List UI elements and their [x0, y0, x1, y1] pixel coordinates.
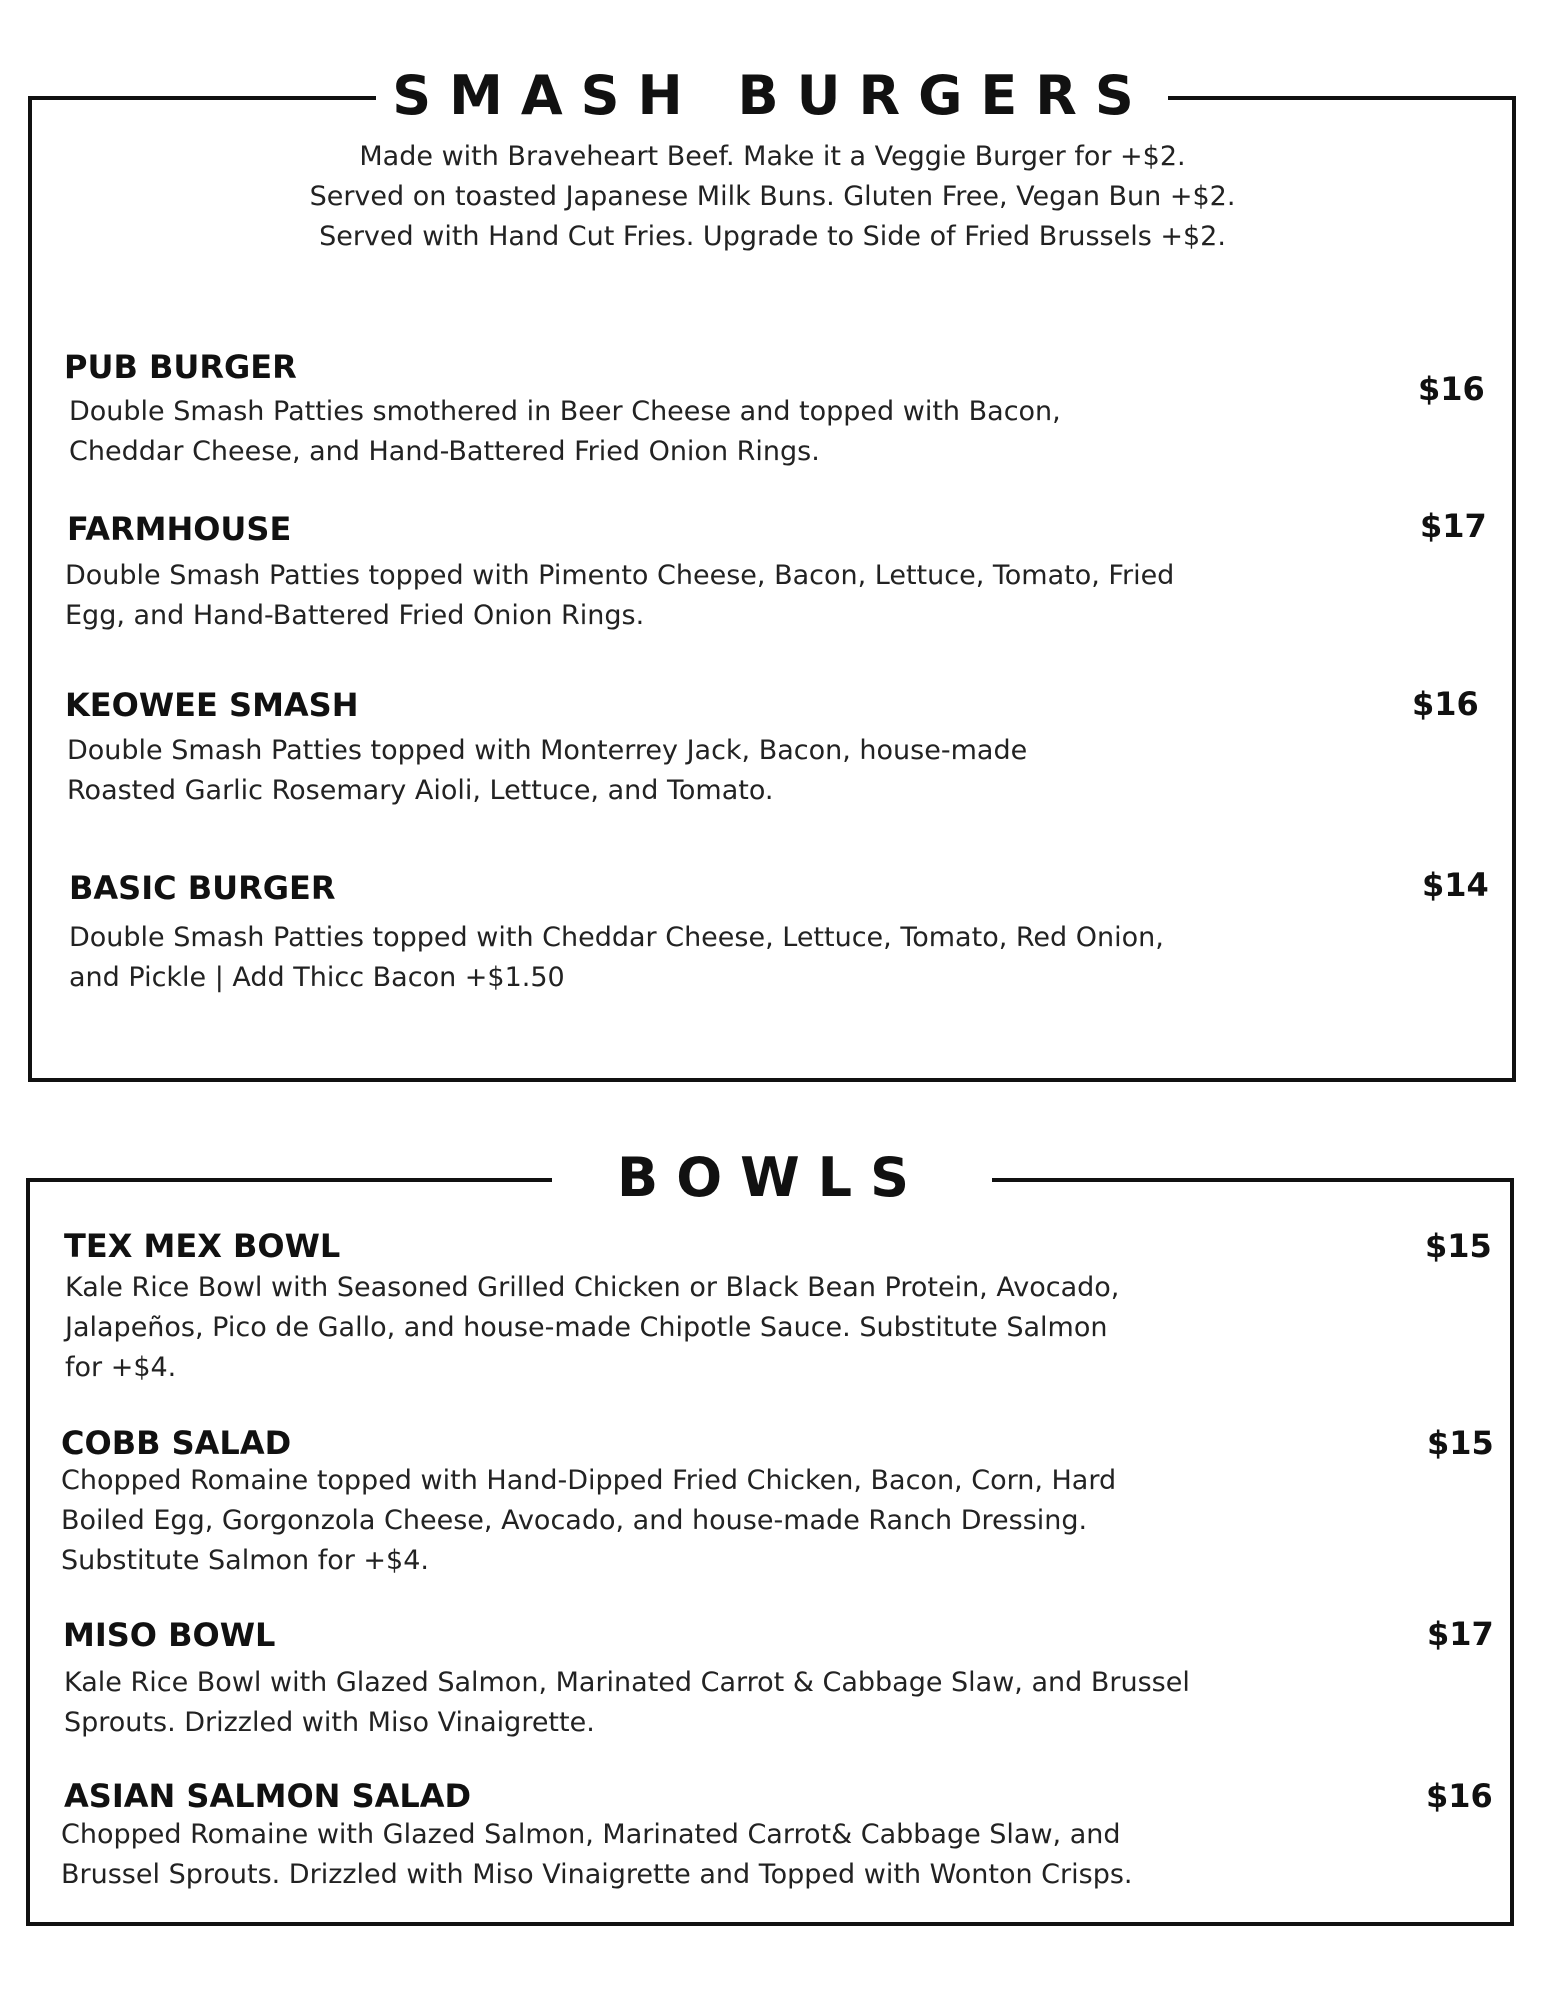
- menu-item-name: BASIC BURGER: [69, 869, 336, 907]
- menu-item-price: $14: [1422, 866, 1489, 904]
- intro-line: Made with Braveheart Beef. Make it a Veggie Burger for +$2.: [359, 141, 1186, 172]
- menu-item-description: [69, 918, 1164, 998]
- description-line: Chopped Romaine with Glazed Salmon, Marinated Carrot& Cabbage Slaw, and: [61, 1819, 1121, 1850]
- description-line: for +$4.: [65, 1352, 177, 1383]
- menu-item-price: $15: [1427, 1424, 1494, 1462]
- menu-item-name: TEX MEX BOWL: [64, 1227, 341, 1265]
- description-line: Double Smash Patties topped with Cheddar Cheese, Lettuce, Tomato, Red Onion,: [69, 922, 1164, 953]
- description-line: Egg, and Hand-Battered Fried Onion Rings.: [65, 600, 645, 631]
- description-line: Kale Rice Bowl with Glazed Salmon, Marinated Carrot & Cabbage Slaw, and Brussel: [64, 1667, 1190, 1698]
- menu-item-price: $16: [1426, 1777, 1493, 1815]
- description-line: Jalapeños, Pico de Gallo, and house-made Chipotle Sauce. Substitute Salmon: [65, 1312, 1108, 1343]
- smash-burgers-title: SMASH BURGERS: [376, 66, 1168, 126]
- menu-item-name: FARMHOUSE: [67, 510, 292, 548]
- menu-item-name: PUB BURGER: [64, 348, 297, 386]
- menu-item-name: COBB SALAD: [61, 1424, 292, 1462]
- description-line: Double Smash Patties topped with Monterrey Jack, Bacon, house-made: [67, 735, 1028, 766]
- description-line: Substitute Salmon for +$4.: [61, 1545, 429, 1576]
- menu-item-description: [61, 1815, 1133, 1895]
- menu-item-description: [64, 1663, 1190, 1743]
- description-line: Brussel Sprouts. Drizzled with Miso Vinaigrette and Topped with Wonton Crisps.: [61, 1859, 1133, 1890]
- menu-item-description: [65, 1268, 1119, 1388]
- menu-item-name: ASIAN SALMON SALAD: [64, 1777, 472, 1815]
- description-line: Kale Rice Bowl with Seasoned Grilled Chicken or Black Bean Protein, Avocado,: [65, 1272, 1120, 1303]
- intro-line: Served with Hand Cut Fries. Upgrade to Side of Fried Brussels +$2.: [319, 221, 1226, 252]
- description-line: Chopped Romaine topped with Hand-Dipped Fried Chicken, Bacon, Corn, Hard: [61, 1465, 1117, 1496]
- menu-item-description: [61, 1461, 1116, 1581]
- menu-item-price: $16: [1418, 370, 1485, 408]
- description-line: Sprouts. Drizzled with Miso Vinaigrette.: [64, 1707, 595, 1738]
- menu-item-price: $16: [1412, 685, 1479, 723]
- intro-line: Served on toasted Japanese Milk Buns. Gluten Free, Vegan Bun +$2.: [309, 181, 1236, 212]
- smash-burgers-intro: [31, 137, 1514, 257]
- description-line: Boiled Egg, Gorgonzola Cheese, Avocado, and house-made Ranch Dressing.: [61, 1505, 1088, 1536]
- menu-item-description: [69, 392, 1061, 472]
- menu-item-name: MISO BOWL: [63, 1616, 276, 1654]
- menu-item-price: $17: [1427, 1615, 1494, 1653]
- description-line: and Pickle | Add Thicc Bacon +$1.50: [69, 962, 565, 993]
- menu-item-price: $17: [1420, 507, 1487, 545]
- menu-item-price: $15: [1425, 1227, 1492, 1265]
- description-line: Double Smash Patties topped with Pimento Cheese, Bacon, Lettuce, Tomato, Fried: [65, 560, 1175, 591]
- menu-item-description: [65, 556, 1174, 636]
- description-line: Double Smash Patties smothered in Beer Cheese and topped with Bacon,: [69, 396, 1061, 427]
- bowls-title: BOWLS: [552, 1148, 992, 1208]
- description-line: Roasted Garlic Rosemary Aioli, Lettuce, and Tomato.: [67, 775, 774, 806]
- description-line: Cheddar Cheese, and Hand-Battered Fried Onion Rings.: [69, 436, 820, 467]
- menu-item-name: KEOWEE SMASH: [65, 686, 359, 724]
- menu-item-description: [67, 731, 1027, 811]
